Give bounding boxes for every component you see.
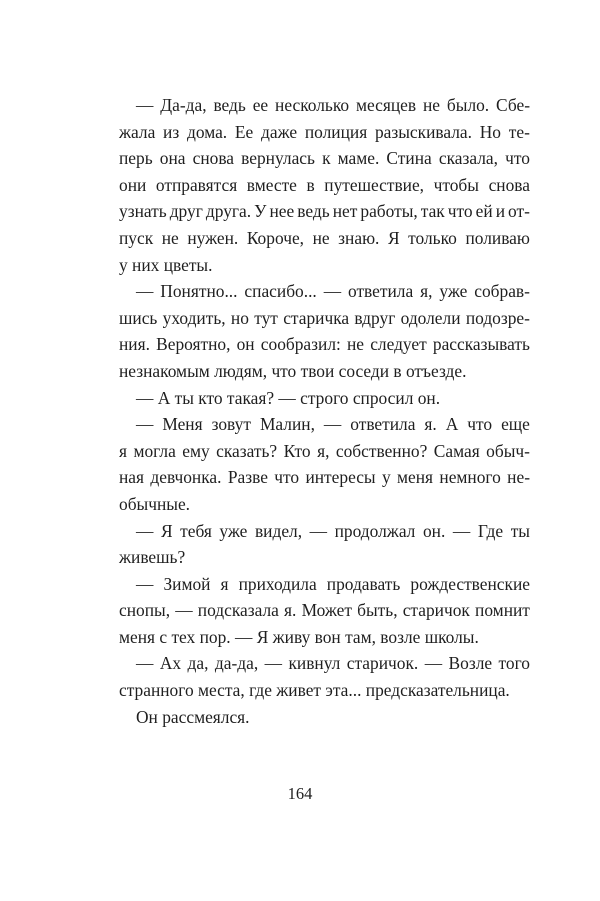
text-line: меня с тех пор. — Я живу вон там, возле школы. [119,626,479,647]
body-text [119,92,530,730]
text-line: шись уходить, но тут старичка вдруг одолели подозре- [119,307,530,328]
text-line: — Меня зовут Малин, — ответила я. А что еще [136,414,530,435]
text-line: жала из дома. Ее даже полиция разыскивала. Но те- [119,121,530,142]
text-line: Он рассмеялся. [136,706,250,727]
text-line: — Понятно... спасибо... — ответила я, уже собрав- [136,281,530,302]
text-line: они отправятся вместе в путешествие, чтобы снова [119,174,530,195]
text-line: — Ах да, да-да, — кивнул старичок. — Возле того [136,653,530,674]
text-line: обычные. [119,493,191,514]
text-line: живешь? [119,547,186,568]
text-line: снопы, — подсказала я. Может быть, старичок помнит [119,600,530,621]
text-line: я могла ему сказать? Кто я, собственно? Самая обыч- [119,440,530,461]
text-line: у них цветы. [119,254,213,275]
text-line: перь она снова вернулась к маме. Стина сказала, что [119,148,530,169]
text-line: ния. Вероятно, он сообразил: не следует рассказывать [119,334,530,355]
text-line: странного места, где живет эта... предсказательница. [119,680,510,701]
text-line: незнакомым людям, что твои соседи в отъезде. [119,360,467,381]
page-number: 164 [287,784,313,803]
text-line: пуск не нужен. Короче, не знаю. Я только поливаю [119,227,530,248]
text-line: узнать друг друга. У нее ведь нет работы, так что ей и от- [119,201,530,222]
text-line: — Да-да, ведь ее несколько месяцев не было. Сбе- [136,95,530,115]
text-line: — А ты кто такая? — строго спросил он. [136,387,441,408]
text-line: — Зимой я приходила продавать рождественские [136,573,530,594]
text-line: — Я тебя уже видел, — продолжал он. — Где ты [136,520,530,541]
text-line: ная девчонка. Разве что интересы у меня немного не- [119,467,530,488]
